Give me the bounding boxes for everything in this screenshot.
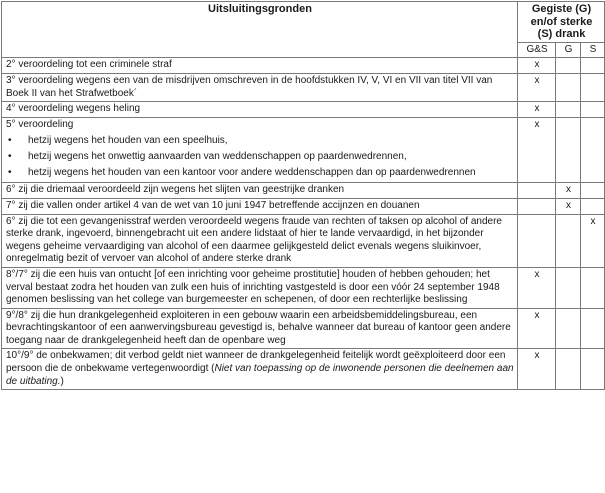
mark-gs: x — [518, 308, 556, 349]
mark-g — [556, 349, 581, 390]
ground-cell — [2, 117, 518, 183]
list-item-text: hetzij wegens het onwettig aanvaarden van weddenschappen op paardenwedrennen, — [28, 151, 407, 163]
ground-note-italic: Niet van toepassing op de inwonende personen die deelnemen aan de uitbating. — [6, 363, 514, 387]
mark-s — [581, 73, 605, 101]
mark-g — [556, 117, 581, 183]
header-row — [2, 2, 605, 43]
table-row — [2, 117, 605, 183]
mark-gs: x — [518, 58, 556, 74]
ground-text: 2° veroordeling tot een criminele straf — [2, 58, 518, 74]
table-row — [2, 102, 605, 118]
ground-text: 3° veroordeling wegens een van de misdrijven omschreven in de hoofdstukken IV, V, VI en VII van titel VII van Boek II van het Strafwetboek´ — [2, 73, 518, 101]
bullet-icon: • — [8, 151, 12, 163]
mark-s — [581, 183, 605, 199]
table-row — [2, 267, 605, 308]
list-item-text: hetzij wegens het houden van een kantoor voor andere weddenschappen dan op paardenwedrennen — [28, 167, 476, 179]
ground-text: 6° zij die tot een gevangenisstraf werden veroordeeld wegens fraude van rechten of taksen op alcohol of andere sterke drank, ingevoerd, binnengebracht uit een andere lidstaat of hier te lande vervaardigd, in het bijzonder wegens geheime vervaardiging van alcohol of een daarmee gelijkgesteld delict evenals wegens sluikinvoer, onregelmatig bezit of vervoer van alcohol of andere sterke drank — [2, 214, 518, 267]
mark-gs — [518, 183, 556, 199]
mark-s — [581, 198, 605, 214]
mark-s — [581, 267, 605, 308]
mark-g — [556, 267, 581, 308]
mark-s: x — [581, 214, 605, 267]
mark-gs: x — [518, 117, 556, 183]
column-header-drink-type: Gegiste (G) en/of sterke (S) drank — [518, 2, 605, 43]
column-header-gs: G&S — [518, 42, 556, 58]
mark-s — [581, 117, 605, 183]
mark-g — [556, 308, 581, 349]
mark-gs: x — [518, 267, 556, 308]
ground-text: 6° zij die driemaal veroordeeld zijn wegens het slijten van geestrijke dranken — [2, 183, 518, 199]
ground-cell — [2, 349, 518, 390]
mark-g — [556, 73, 581, 101]
mark-s — [581, 349, 605, 390]
table-row — [2, 349, 605, 390]
list-item — [6, 165, 514, 181]
table-row — [2, 58, 605, 74]
mark-g: x — [556, 198, 581, 214]
exclusion-grounds-table — [1, 1, 605, 390]
mark-g: x — [556, 183, 581, 199]
list-item — [6, 133, 514, 149]
table-row — [2, 198, 605, 214]
list-item — [6, 149, 514, 165]
mark-s — [581, 102, 605, 118]
mark-gs: x — [518, 73, 556, 101]
table-row — [2, 308, 605, 349]
table-row — [2, 214, 605, 267]
bullet-icon: • — [8, 135, 12, 147]
column-header-s: S — [581, 42, 605, 58]
column-header-grounds: Uitsluitingsgronden — [2, 2, 518, 58]
table-row — [2, 183, 605, 199]
mark-gs: x — [518, 349, 556, 390]
ground-text: 9°/8° zij die hun drankgelegenheid exploiteren in een gebouw waarin een arbeidsbemiddelingsbureau, een bevrachtingskantoor of een aanwervingsbureau gevestigd is, behalve wanneer dat bureau of kantoor geen andere toegang naar de drankgelegenheid heeft dan de openbare weg — [2, 308, 518, 349]
mark-s — [581, 308, 605, 349]
mark-s — [581, 58, 605, 74]
column-header-g: G — [556, 42, 581, 58]
bullet-icon: • — [8, 167, 12, 179]
ground-text-tail: ) — [60, 375, 64, 387]
ground-text: 4° veroordeling wegens heling — [2, 102, 518, 118]
ground-text: 5° veroordeling — [6, 118, 74, 130]
mark-g — [556, 102, 581, 118]
mark-gs — [518, 214, 556, 267]
mark-gs — [518, 198, 556, 214]
bullet-list — [6, 133, 514, 181]
mark-gs: x — [518, 102, 556, 118]
ground-text: 8°/7° zij die een huis van ontucht [of een inrichting voor geheime prostitutie] houden of hebben gehouden; het verval bestaat zodra het houden van zulk een huis of inrichting vastgesteld is door een vóór 24 september 1948 genomen beslissing van het college van burgemeester en schepenen, of door een rechterlijke beslissing — [2, 267, 518, 308]
list-item-text: hetzij wegens het houden van een speelhuis, — [28, 135, 228, 147]
ground-text: 10°/9° de onbekwamen; dit verbod geldt niet wanneer de drankgelegenheid feitelijk wordt geëxploiteerd door een persoon die de onbekwame vertegenwoordigt ( — [6, 350, 506, 375]
mark-g — [556, 58, 581, 74]
ground-text: 7° zij die vallen onder artikel 4 van de wet van 10 juni 1947 betreffende accijnzen en douanen — [2, 198, 518, 214]
mark-g — [556, 214, 581, 267]
table-row — [2, 73, 605, 101]
